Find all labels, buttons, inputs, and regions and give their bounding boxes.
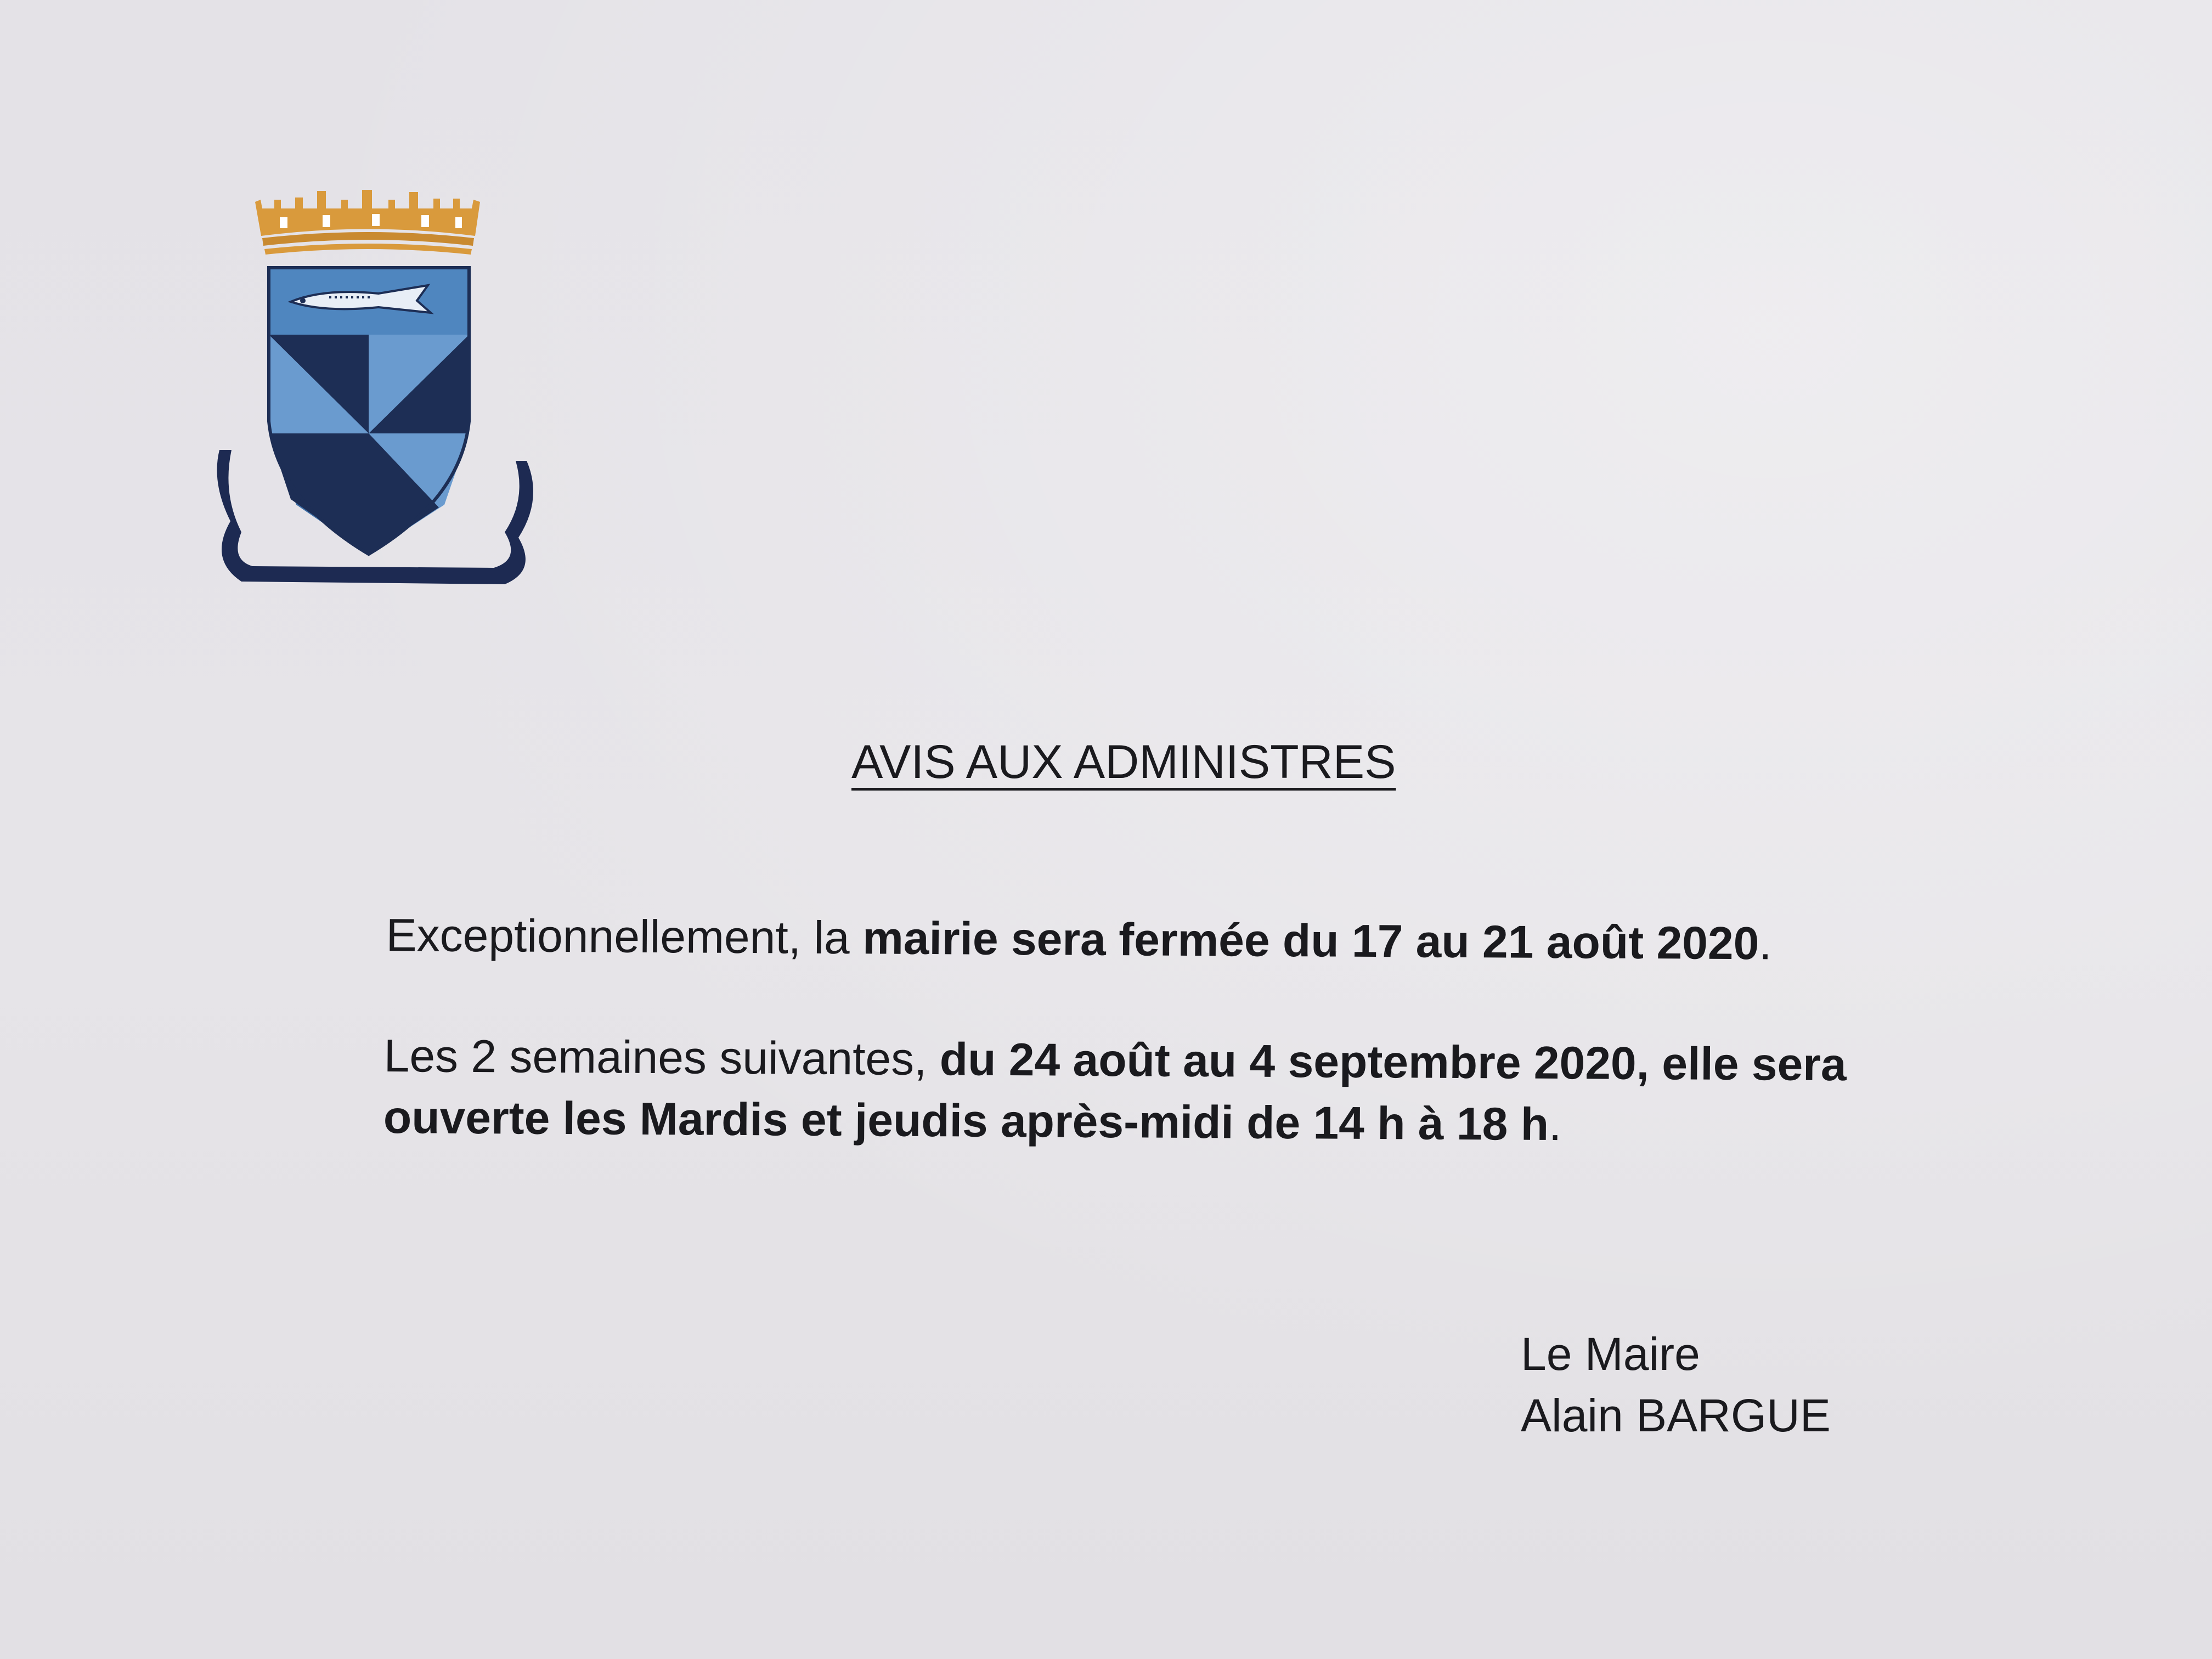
closure-paragraph <box>386 904 1772 974</box>
opening-intro: Les 2 semaines suivantes, <box>383 1029 940 1085</box>
closure-dates: mairie sera fermée du 17 au 21 août 2020 <box>862 912 1759 969</box>
signature-block <box>1521 1323 1831 1446</box>
mural-crown <box>255 190 480 255</box>
shield <box>269 268 469 554</box>
opening-hours: ouverte les Mardis et jeudis après-midi de 14 h à 18 h <box>383 1091 1549 1150</box>
closure-intro: Exceptionnellement, la <box>386 909 863 964</box>
signature-role: Le Maire <box>1521 1328 1700 1380</box>
notice-title: AVIS AUX ADMINISTRES <box>851 736 1396 788</box>
opening-dates: du 24 août au 4 septembre 2020, elle sera <box>939 1033 1847 1091</box>
closure-period: . <box>1759 917 1772 969</box>
opening-period: . <box>1548 1098 1562 1150</box>
bleed-through: ​ <box>1261 856 1262 908</box>
signature-name: Alain BARGUE <box>1521 1390 1831 1441</box>
opening-paragraph <box>383 1025 1847 1156</box>
coat-of-arms-icon <box>198 176 571 603</box>
